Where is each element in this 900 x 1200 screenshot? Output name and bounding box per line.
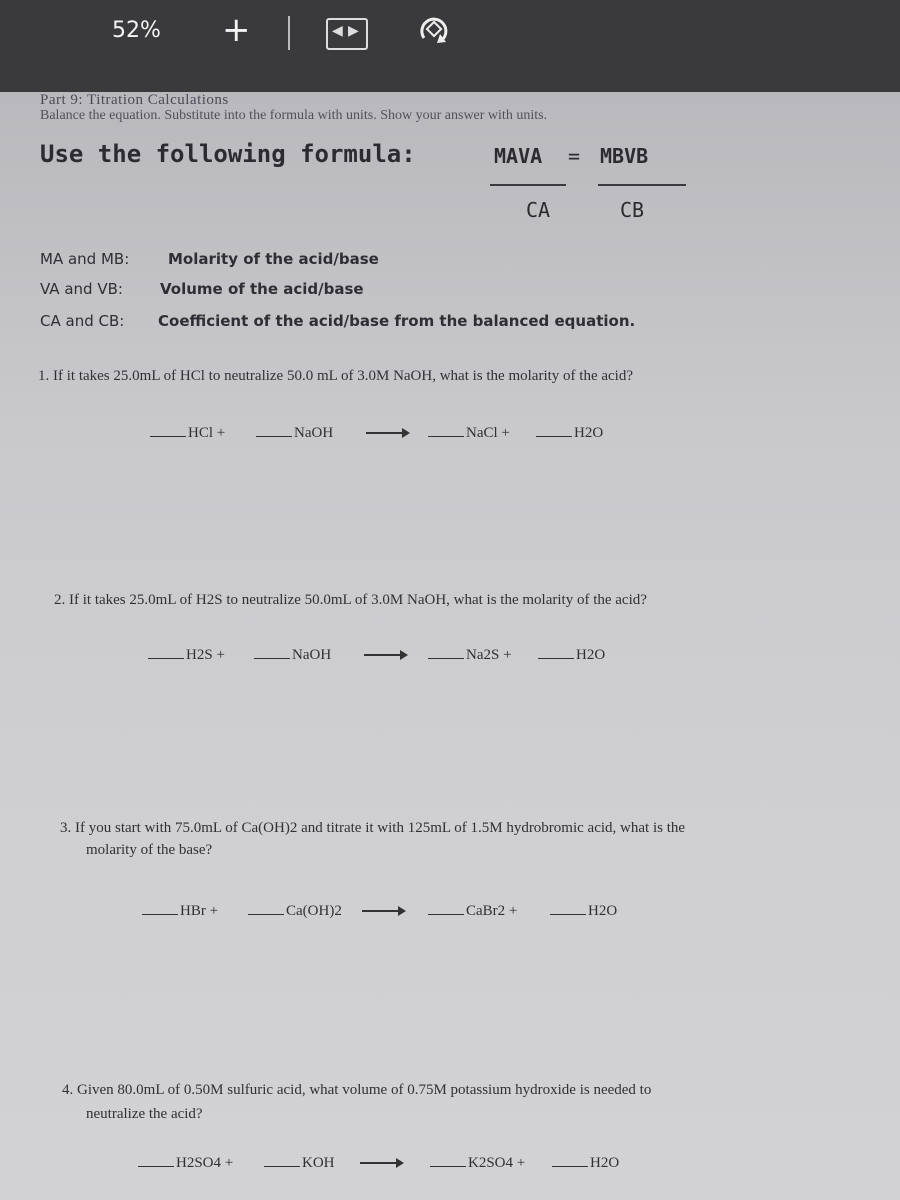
question-text: 4. Given 80.0mL of 0.50M sulfuric acid, what volume of 0.75M potassium hydroxide is needed to bbox=[62, 1082, 652, 1098]
battery-indicator: 52% bbox=[112, 18, 161, 43]
definition-desc: Molarity of the acid/base bbox=[168, 250, 379, 268]
reaction-arrow bbox=[360, 1162, 402, 1164]
equation-term: NaOH bbox=[256, 422, 333, 442]
formula-label: Use the following formula: bbox=[40, 140, 416, 168]
status-bar bbox=[0, 0, 900, 92]
formula-left-numerator: MAVA bbox=[494, 144, 543, 168]
equation-term: HBr + bbox=[142, 900, 218, 920]
formula-equals: = bbox=[568, 144, 581, 168]
divider bbox=[288, 16, 290, 50]
fraction-bar-right bbox=[598, 184, 686, 186]
reaction-arrow bbox=[362, 910, 404, 912]
question-text: 3. If you start with 75.0mL of Ca(OH)2 and titrate it with 125mL of 1.5M hydrobromic acid, what is the bbox=[60, 820, 686, 836]
fraction-bar-left bbox=[490, 184, 566, 186]
part-title: Part 9: Titration Calculations bbox=[40, 92, 229, 108]
question-text-continued: molarity of the base? bbox=[86, 842, 213, 858]
definition-desc: Volume of the acid/base bbox=[160, 280, 364, 298]
reaction-arrow bbox=[364, 654, 406, 656]
equation-term: H2S + bbox=[148, 644, 225, 664]
question-text-continued: neutralize the acid? bbox=[86, 1106, 203, 1122]
worksheet-photo bbox=[0, 92, 900, 1200]
equation-term: H2O bbox=[538, 644, 605, 664]
media-control-icon[interactable]: ◀ ▶ bbox=[326, 18, 368, 50]
equation-term: CaBr2 + bbox=[428, 900, 517, 920]
equation-term: H2O bbox=[550, 900, 617, 920]
question-text: 2. If it takes 25.0mL of H2S to neutralize 50.0mL of 3.0M NaOH, what is the molarity of the acid? bbox=[54, 592, 647, 608]
question-text: 1. If it takes 25.0mL of HCl to neutralize 50.0 mL of 3.0M NaOH, what is the molarity of the acid? bbox=[38, 368, 633, 384]
reaction-arrow bbox=[366, 432, 408, 434]
rotate-icon[interactable] bbox=[416, 12, 452, 48]
equation-term: NaCl + bbox=[428, 422, 510, 442]
equation-term: Ca(OH)2 bbox=[248, 900, 342, 920]
equation-term: K2SO4 + bbox=[430, 1152, 525, 1172]
equation-term: KOH bbox=[264, 1152, 335, 1172]
equation-term: H2SO4 + bbox=[138, 1152, 233, 1172]
equation-term: H2O bbox=[552, 1152, 619, 1172]
formula-left-denominator: CA bbox=[526, 198, 551, 222]
definition-term: VA and VB: bbox=[40, 280, 123, 298]
equation-term: NaOH bbox=[254, 644, 331, 664]
formula-right-numerator: MBVB bbox=[600, 144, 649, 168]
equation-term: HCl + bbox=[150, 422, 225, 442]
definition-term: MA and MB: bbox=[40, 250, 130, 268]
definition-desc: Coefficient of the acid/base from the balanced equation. bbox=[158, 312, 636, 330]
definition-term: CA and CB: bbox=[40, 312, 125, 330]
instructions: Balance the equation. Substitute into the formula with units. Show your answer with units. bbox=[40, 108, 548, 123]
equation-term: Na2S + bbox=[428, 644, 512, 664]
formula-right-denominator: CB bbox=[620, 198, 645, 222]
plus-icon[interactable]: + bbox=[222, 10, 251, 50]
equation-term: H2O bbox=[536, 422, 603, 442]
